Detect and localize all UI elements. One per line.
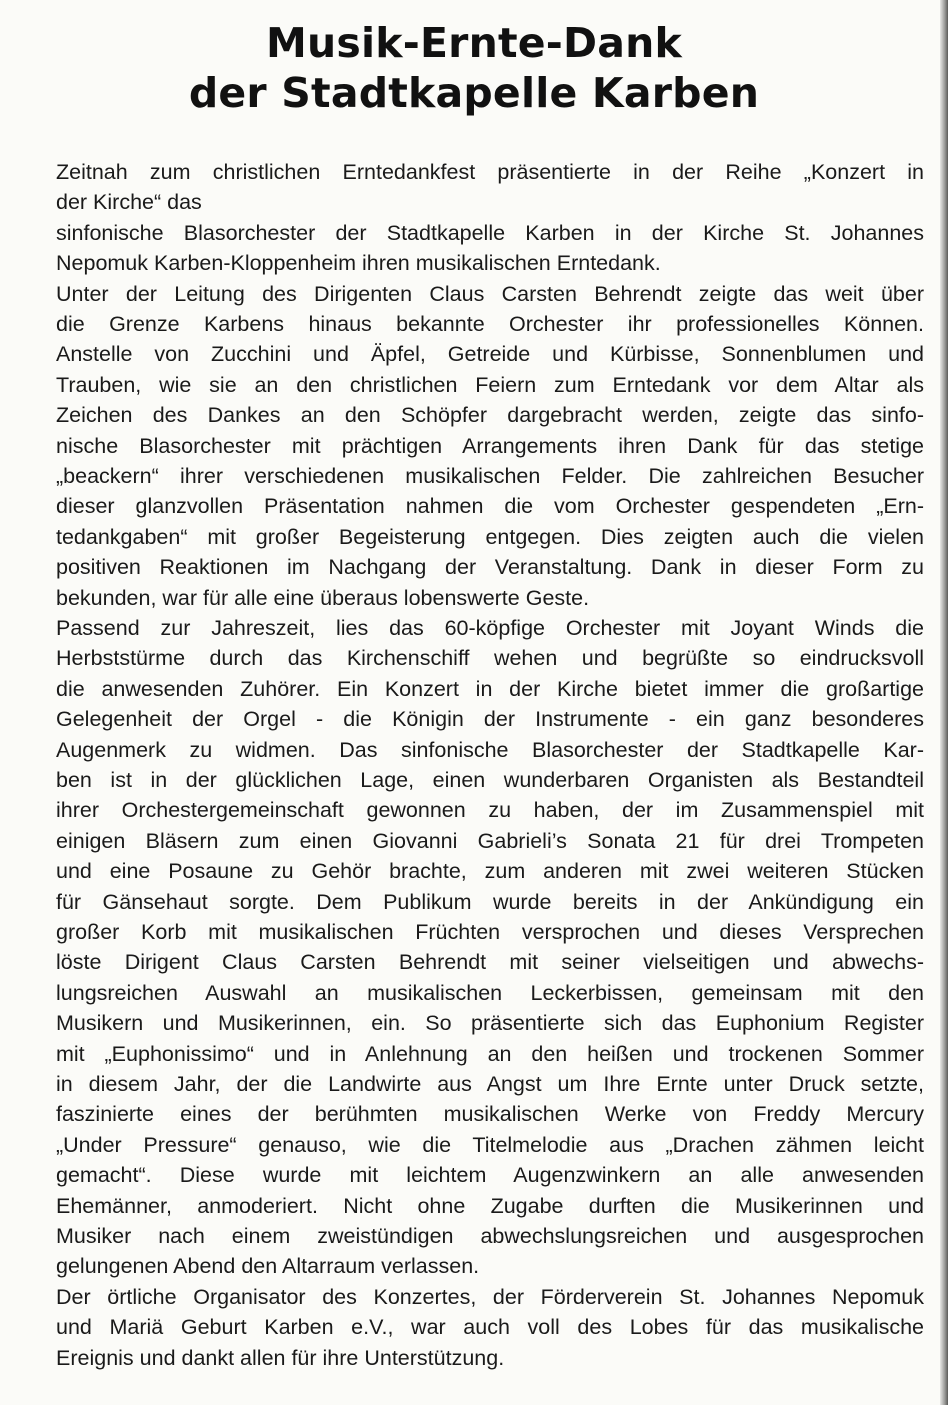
body-line: Herbststürme durch das Kirchenschiff wehen und begrüßte so eindrucksvoll [56, 646, 924, 671]
body-line: Gelegenheit der Orgel - die Königin der Instrumente - ein ganz besonderes [56, 707, 924, 732]
body-line: und eine Posaune zu Gehör brachte, zum anderen mit zwei weiteren Stücken [56, 859, 924, 884]
body-line: mit „Euphonissimo“ und in Anlehnung an den heißen und trockenen Sommer [56, 1041, 924, 1066]
body-line: „Under Pressure“ genauso, wie die Titelmelodie aus „Drachen zähmen leicht [56, 1132, 924, 1157]
body-line: bekunden, war für alle eine überaus lobenswerte Geste. [56, 585, 590, 610]
body-line: gelungenen Abend den Altarraum verlassen. [56, 1254, 480, 1279]
body-line: Musikern und Musikerinnen, ein. So präsentierte sich das Euphonium Register [56, 1011, 924, 1036]
body-line: tedankgaben“ mit großer Begeisterung entgegen. Dies zeigten auch die vielen [56, 524, 924, 549]
body-line: Nepomuk Karben-Kloppenheim ihren musikalischen Erntedank. [56, 251, 661, 276]
body-line: Trauben, wie sie an den christlichen Feiern zum Erntedank vor dem Altar als [56, 372, 924, 397]
body-line: Passend zur Jahreszeit, lies das 60-köpfige Orchester mit Joyant Winds die [56, 616, 924, 640]
body-line: Zeichen des Dankes an den Schöpfer dargebracht werden, zeigte das sinfo- [56, 403, 924, 428]
body-line: Musiker nach einem zweistündigen abwechslungsreichen und ausgesprochen [56, 1224, 924, 1248]
body-line: „beackern“ ihrer verschiedenen musikalischen Felder. Die zahlreichen Besucher [56, 464, 924, 488]
body-line: für Gänsehaut sorgte. Dem Publikum wurde bereits in der Ankündigung ein [56, 889, 924, 914]
body-line: dieser glanzvollen Präsentation nahmen die vom Orchester gespendeten „Ern- [56, 494, 924, 519]
body-line: löste Dirigent Claus Carsten Behrendt mit seiner vielseitigen und abwechs- [56, 950, 924, 975]
body-line: Augenmerk zu widmen. Das sinfonische Blasorchester der Stadtkapelle Kar- [56, 737, 924, 762]
body-line: und Mariä Geburt Karben e.V., war auch voll des Lobes für das musikalische [56, 1315, 924, 1340]
body-line: positiven Reaktionen im Nachgang der Veranstaltung. Dank in dieser Form zu [56, 555, 924, 580]
body-line: die anwesenden Zuhörer. Ein Konzert in der Kirche bietet immer die großartige [56, 676, 924, 701]
body-line: gemacht“. Diese wurde mit leichtem Augenzwinkern an alle anwesenden [56, 1163, 924, 1188]
body-line: Der örtliche Organisator des Konzertes, der Förderverein St. Johannes Nepomuk [56, 1284, 924, 1309]
body-line: ihrer Orchestergemeinschaft gewonnen zu haben, der im Zusammenspiel mit [56, 798, 924, 823]
body-line: ben ist in der glücklichen Lage, einen wunderbaren Organisten als Bestandteil [56, 768, 924, 792]
body-line: großer Korb mit musikalischen Früchten versprochen und dieses Versprechen [56, 920, 924, 944]
body-line: die Grenze Karbens hinaus bekannte Orchester ihr professionelles Können. [56, 312, 924, 336]
page-edge-shadow [940, 0, 948, 1405]
body-line: faszinierte eines der berühmten musikalischen Werke von Freddy Mercury [56, 1102, 924, 1127]
body-line: lungsreichen Auswahl an musikalischen Leckerbissen, gemeinsam mit den [56, 980, 924, 1005]
title-line-1: Musik-Ernte-Dank [266, 19, 682, 67]
body-line: Unter der Leitung des Dirigenten Claus Carsten Behrendt zeigte das weit über [56, 281, 924, 306]
body-line: Zeitnah zum christlichen Erntedankfest präsentierte in der Reihe „Konzert in [56, 160, 924, 184]
body-line: Ereignis und dankt allen für ihre Unterstützung. [56, 1345, 505, 1370]
body-line: nische Blasorchester mit prächtigen Arrangements ihren Dank für das stetige [56, 433, 924, 458]
body-line: Ehemänner, anmoderiert. Nicht ohne Zugabe durften die Musikerinnen und [56, 1193, 924, 1218]
title-line-2: der Stadtkapelle Karben [188, 69, 760, 117]
article-title [0, 18, 948, 118]
body-line: in diesem Jahr, der die Landwirte aus Angst um Ihre Ernte unter Druck setzte, [56, 1072, 924, 1096]
body-line: Anstelle von Zucchini und Äpfel, Getreide und Kürbisse, Sonnenblumen und [56, 342, 924, 367]
body-line: der Kirche“ das [56, 190, 202, 215]
body-line: einigen Bläsern zum einen Giovanni Gabrieli’s Sonata 21 für drei Trompeten [56, 828, 924, 853]
body-line: sinfonische Blasorchester der Stadtkapelle Karben in der Kirche St. Johannes [56, 220, 924, 245]
